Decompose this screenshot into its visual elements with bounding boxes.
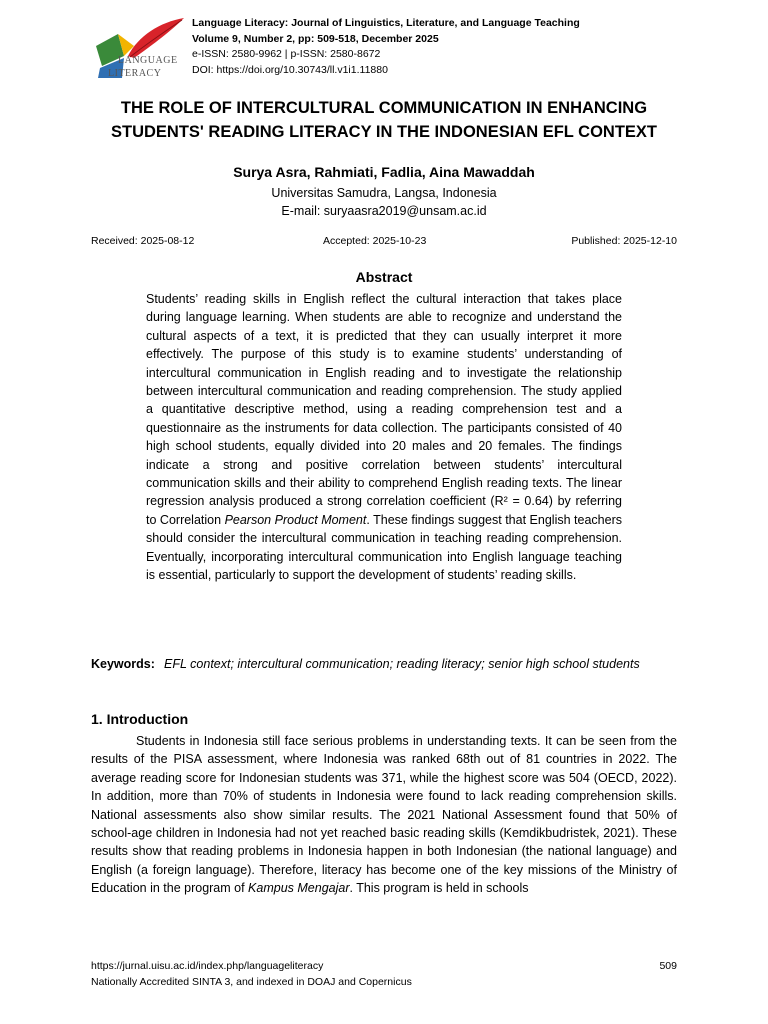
- introduction-heading: 1. Introduction: [91, 711, 189, 727]
- footer-url[interactable]: https://jurnal.uisu.ac.id/index.php/languageliteracy: [91, 960, 324, 972]
- journal-issn: e-ISSN: 2580-9962 | p-ISSN: 2580-8672: [192, 48, 381, 60]
- date-published: Published: 2025-12-10: [571, 235, 677, 247]
- journal-logo: [94, 16, 186, 80]
- intro-text-part-1: Students in Indonesia still face serious problems in understanding texts. It can be seen from the results of the PISA assessment, where Indonesia was ranked 68th out of 81 countries in 2022. The average reading score for Indonesian students was 371, while the highest score was 504 (OECD, 2022). In addition, more than 70% of students in Indonesia were found to lack reading comprehension skills. National assessments also show similar results. The 2021 National Assessment found that 50% of school-age children in Indonesia had not yet reached basic reading skills (Kemdikbudristek, 2021). These results show that reading problems in Indonesia happen in both Indonesian (the national language) and English (a foreign language). Therefore, literacy has become one of the key missions of the Ministry of Education in the program of: [91, 734, 677, 896]
- date-received: Received: 2025-08-12: [91, 235, 195, 247]
- introduction-body: [91, 732, 677, 898]
- abstract-heading: Abstract: [355, 269, 413, 285]
- intro-text-part-2: . This program is held in schools: [349, 881, 529, 896]
- journal-header: [94, 14, 714, 80]
- keywords-text: EFL context; intercultural communication; reading literacy; senior high school students: [164, 657, 640, 671]
- author-info: [0, 184, 768, 220]
- footer-accreditation: Nationally Accredited SINTA 3, and indexed in DOAJ and Copernicus: [91, 976, 412, 988]
- abstract-text-part-1: Students’ reading skills in English reflect the cultural interaction that takes place during language learning. When students are able to recognize and understand the cultural aspects of a text, it is predicted that they can usually interpret it more effectively. The purpose of this study is to examine students’ understanding of intercultural communication in English reading and to investigate the relationship between intercultural communication and reading comprehension. The study applied a quantitative descriptive method, using a reading comprehension test and a questionnaire as the instruments for data collection. The participants consisted of 40 high school students, equally divided into 20 males and 20 females. The findings indicate a strong and positive correlation between students’ intercultural communication skills and their ability to comprehend English reading texts. The linear regression analysis produced a strong correlation coefficient (R² = 0.64) by referring to Correlation: [146, 292, 622, 527]
- abstract-body: [146, 290, 622, 585]
- journal-volume: Volume 9, Number 2, pp: 509-518, December 2025: [192, 32, 439, 45]
- author-email[interactable]: E-mail: suryaasra2019@unsam.ac.id: [281, 204, 487, 218]
- intro-text-italic: Kampus Mengajar: [248, 881, 350, 896]
- paper-title: [60, 96, 708, 144]
- date-accepted: Accepted: 2025-10-23: [323, 235, 427, 247]
- svg-text:LANGUAGE: LANGUAGE: [118, 55, 178, 66]
- abstract-text-part-2: . These findings suggest that English teachers should consider the intercultural communication in teaching reading comprehension. Eventually, incorporating intercultural communication into English language teaching is essential, particularly to support the development of students’ reading skills.: [146, 512, 622, 583]
- paper-authors: Surya Asra, Rahmiati, Fadlia, Aina Mawaddah: [233, 164, 535, 180]
- journal-doi[interactable]: DOI: https://doi.org/10.30743/ll.v1i1.11880: [192, 63, 388, 76]
- page-footer: [91, 958, 677, 990]
- author-affiliation: Universitas Samudra, Langsa, Indonesia: [271, 186, 497, 200]
- paper-title-line-2: STUDENTS' READING LITERACY IN THE INDONESIAN EFL CONTEXT: [110, 123, 657, 141]
- keywords-label: Keywords:: [91, 657, 155, 671]
- page-number: 509: [659, 960, 677, 972]
- paper-title-line-1: THE ROLE OF INTERCULTURAL COMMUNICATION IN ENHANCING: [120, 99, 648, 117]
- abstract-text-italic: Pearson Product Moment: [224, 512, 367, 527]
- journal-name: Language Literacy: Journal of Linguistics, Literature, and Language Teaching: [192, 17, 580, 29]
- svg-text:LITERACY: LITERACY: [108, 68, 162, 79]
